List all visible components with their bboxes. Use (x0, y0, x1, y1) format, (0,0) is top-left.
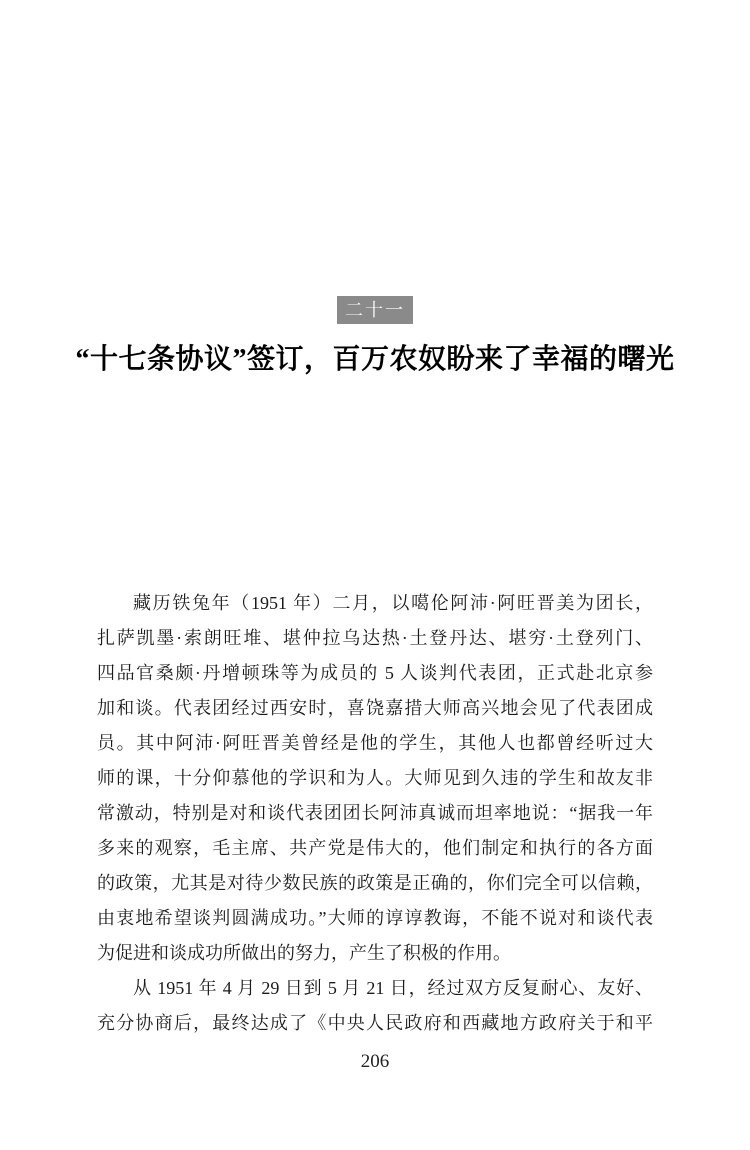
text-line: 的政策，尤其是对待少数民族的政策是正确的，你们完全可以信赖， (97, 873, 653, 893)
text-line: 多来的观察，毛主席、共产党是伟大的，他们制定和执行的各方面 (97, 838, 653, 858)
text-line: 四品官桑颇·丹增顿珠等为成员的 5 人谈判代表团，正式赴北京参 (97, 663, 653, 683)
text-line: 为促进和谈成功所做出的努力，产生了积极的作用。 (97, 943, 511, 963)
text-line: 由衷地希望谈判圆满成功。”大师的谆谆教诲，不能不说对和谈代表 (97, 908, 653, 928)
page-number: 206 (360, 1051, 390, 1072)
text-line: 员。其中阿沛·阿旺晋美曾经是他的学生，其他人也都曾经听过大 (97, 733, 653, 753)
body-text-block (97, 586, 653, 1041)
chapter-number-box: 二十一 (337, 296, 413, 324)
text-line: 从 1951 年 4 月 29 日到 5 月 21 日，经过双方反复耐心、友好、 (133, 978, 653, 998)
text-line: 充分协商后，最终达成了《中央人民政府和西藏地方政府关于和平 (97, 1013, 653, 1033)
text-line: 藏历铁兔年（1951 年）二月，以噶伦阿沛·阿旺晋美为团长， (133, 593, 653, 613)
text-line: 扎萨凯墨·索朗旺堆、堪仲拉乌达热·土登丹达、堪穷·土登列门、 (97, 628, 653, 648)
chapter-title: “十七条协议”签订，百万农奴盼来了幸福的曙光 (75, 344, 675, 375)
text-line: 常激动，特别是对和谈代表团团长阿沛真诚而坦率地说：“据我一年 (97, 803, 653, 823)
text-line: 加和谈。代表团经过西安时，喜饶嘉措大师高兴地会见了代表团成 (97, 698, 653, 718)
text-line: 师的课，十分仰慕他的学识和为人。大师见到久违的学生和故友非 (97, 768, 653, 788)
